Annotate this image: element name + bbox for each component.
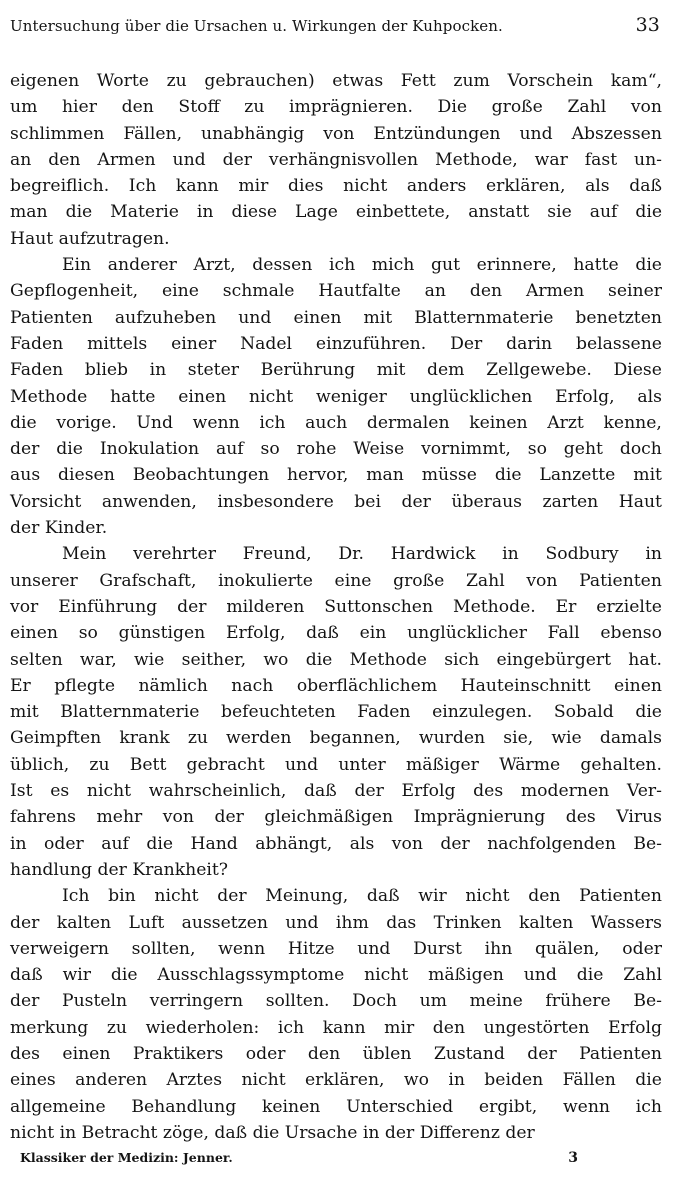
text-line: eigenen Worte zu gebrauchen) etwas Fett zum Vorschein kam“, <box>10 71 662 91</box>
text-line: aus diesen Beobachtungen hervor, man müsse die Lanzette mit <box>10 465 662 486</box>
text-line: selten war, wie seither, wo die Methode sich eingebürgert hat. <box>10 649 662 670</box>
text-line: einen so günstigen Erfolg, daß ein unglücklicher Fall ebenso <box>10 623 662 644</box>
text-line: Mein verehrter Freund, Dr. Hardwick in Sodbury in <box>62 544 662 565</box>
running-head-title: Untersuchung über die Ursachen u. Wirkungen der Kuhpocken. <box>10 17 503 35</box>
text-line: der Pusteln verringern sollten. Doch um meine frühere Be- <box>10 991 662 1012</box>
text-line: handlung der Krankheit? <box>10 859 228 880</box>
paragraph <box>10 541 662 883</box>
text-line: vor Einführung der milderen Suttonschen Methode. Er erzielte <box>10 596 662 617</box>
text-line: Er pflegte nämlich nach oberflächlichem Hauteinschnitt einen <box>10 675 662 696</box>
text-line: fahrens mehr von der gleichmäßigen Imprägnierung des Virus <box>10 807 662 828</box>
text-line: des einen Praktikers oder den üblen Zustand der Patienten <box>10 1043 662 1064</box>
text-line: unserer Grafschaft, inokulierte eine große Zahl von Patienten <box>10 570 662 591</box>
text-line: der die Inokulation auf so rohe Weise vornimmt, so geht doch <box>10 439 662 460</box>
text-line: nicht in Betracht zöge, daß die Ursache in der Differenz der <box>10 1122 535 1143</box>
paragraph <box>10 883 662 1146</box>
text-line: begreiflich. Ich kann mir dies nicht anders erklären, als daß <box>10 176 662 197</box>
body-text <box>10 68 662 1146</box>
text-line: Ein anderer Arzt, dessen ich mich gut erinnere, hatte die <box>62 255 662 276</box>
text-line: an den Armen und der verhängnisvollen Methode, war fast un- <box>10 149 662 170</box>
text-line: mit Blatternmaterie befeuchteten Faden einzulegen. Sobald die <box>10 702 662 723</box>
text-line: üblich, zu Bett gebracht und unter mäßiger Wärme gehalten. <box>10 754 662 775</box>
text-line: eines anderen Arztes nicht erklären, wo in beiden Fällen die <box>10 1070 662 1091</box>
paragraph <box>10 68 662 252</box>
text-line: Vorsicht anwenden, insbesondere bei der überaus zarten Haut <box>10 491 662 512</box>
text-line: merkung zu wiederholen: ich kann mir den ungestörten Erfolg <box>10 1017 662 1038</box>
text-line: Ist es nicht wahrscheinlich, daß der Erfolg des modernen Ver- <box>10 781 662 802</box>
text-line: in oder auf die Hand abhängt, als von der nachfolgenden Be- <box>10 833 662 854</box>
text-line: Ich bin nicht der Meinung, daß wir nicht den Patienten <box>62 886 662 907</box>
page-number: 33 <box>635 14 660 36</box>
text-line: Geimpften krank zu werden begannen, wurden sie, wie damals <box>10 728 662 749</box>
text-line: die vorige. Und wenn ich auch dermalen keinen Arzt kenne, <box>10 412 662 433</box>
text-line: Gepflogenheit, eine schmale Hautfalte an den Armen seiner <box>10 281 662 302</box>
text-line: um hier den Stoff zu imprägnieren. Die große Zahl von <box>10 97 662 118</box>
text-line: Faden mittels einer Nadel einzuführen. Der darin belassene <box>10 333 662 354</box>
text-line: allgemeine Behandlung keinen Unterschied ergibt, wenn ich <box>10 1096 662 1117</box>
series-title: Klassiker der Medizin: Jenner. <box>20 1150 233 1165</box>
text-line: daß wir die Ausschlagssymptome nicht mäßigen und die Zahl <box>10 965 662 986</box>
text-line: Haut aufzutragen. <box>10 228 170 249</box>
signature-mark: 3 <box>568 1150 578 1166</box>
text-line: Methode hatte einen nicht weniger unglücklichen Erfolg, als <box>10 386 662 407</box>
text-line: der kalten Luft aussetzen und ihm das Trinken kalten Wassers <box>10 912 662 933</box>
text-line: der Kinder. <box>10 518 108 539</box>
text-line: Patienten aufzuheben und einen mit Blatternmaterie benetzten <box>10 307 662 328</box>
text-line: Faden blieb in steter Berührung mit dem Zellgewebe. Diese <box>10 360 662 381</box>
text-line: verweigern sollten, wenn Hitze und Durst ihn quälen, oder <box>10 938 662 959</box>
page-footer <box>20 1150 578 1166</box>
running-head <box>10 10 662 40</box>
text-line: schlimmen Fällen, unabhängig von Entzündungen und Abszessen <box>10 123 662 144</box>
text-line: man die Materie in diese Lage einbettete, anstatt sie auf die <box>10 202 662 223</box>
paragraph <box>10 252 662 541</box>
